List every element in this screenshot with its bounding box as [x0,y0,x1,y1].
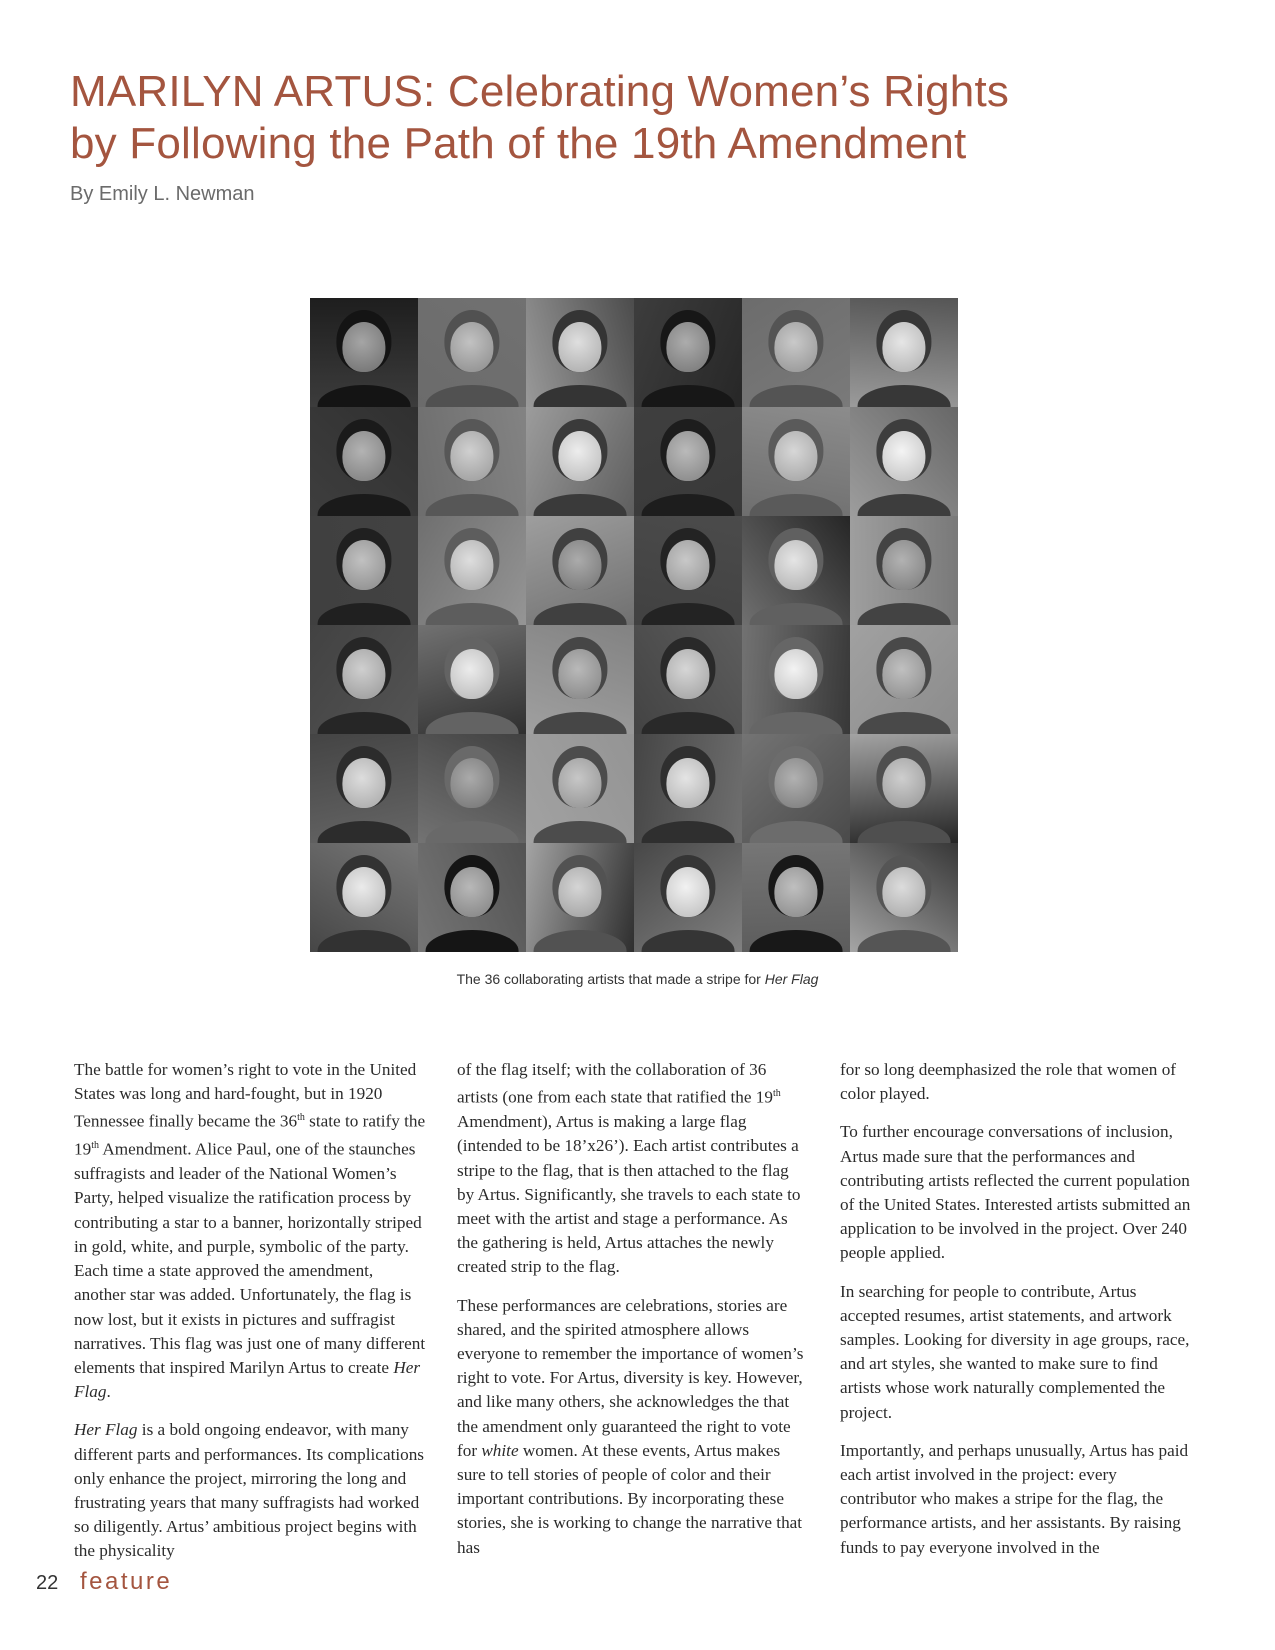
portrait-shoulders [426,494,519,516]
portrait-shoulders [426,930,519,952]
artist-portrait [526,298,634,407]
portrait-shoulders [858,603,951,625]
artist-portrait [418,516,526,625]
artist-portrait [310,625,418,734]
portrait-shoulders [642,821,735,843]
portrait-shoulders [426,821,519,843]
portrait-face [882,649,925,699]
figure-caption [0,971,1275,987]
artist-portrait [634,298,742,407]
portrait-shoulders [318,712,411,734]
artist-portrait [634,625,742,734]
portrait-face [558,758,601,808]
portrait-face [450,867,493,917]
portrait-face [450,540,493,590]
col1-paragraph-1: The battle for women’s right to vote in the United States was long and hard-fought, but in 1920 Tennessee finally became the 36th state to ratify the 19th Amendment. Alice Paul, one of the staunches suffragists and leader of the National Women’s Party, helped visualize the ratification process by contributing a star to a banner, horizontally striped in gold, white, and purple, symbolic of the party. Each time a state approved the amendment, another star was added. Unfortunately, the flag is now lost, but it exists in pictures and suffragist narratives. This flag was just one of many different elements that inspired Marilyn Artus to create Her Flag. [74,1060,426,1402]
portrait-shoulders [318,821,411,843]
portrait-shoulders [426,385,519,407]
portrait-face [882,540,925,590]
col3-paragraph-1: for so long deemphasized the role that women of color played. [840,1060,1177,1104]
text-column-2 [457,1058,809,1574]
artist-portrait [634,516,742,625]
artist-portrait [418,843,526,952]
portrait-shoulders [534,712,627,734]
col3-paragraph-4: Importantly, and perhaps unusually, Artus has paid each artist involved in the project: every contributor who makes a stripe for the flag, the performance artists, and her assistants. By raising funds to pay everyone involved in the [840,1440,1189,1557]
artist-portrait [526,516,634,625]
portrait-shoulders [750,385,843,407]
portrait-face [558,322,601,372]
portrait-face [666,431,709,481]
article-title-line2: by Following the Path of the 19th Amendment [70,119,967,168]
portrait-face [666,649,709,699]
portrait-shoulders [534,821,627,843]
portrait-face [666,540,709,590]
artist-portrait [634,407,742,516]
artist-portrait [418,734,526,843]
portrait-shoulders [534,494,627,516]
byline: By Emily L. Newman [70,183,255,205]
portrait-shoulders [642,494,735,516]
article-title-line1: MARILYN ARTUS: Celebrating Women’s Rights [70,67,1010,116]
artist-portrait [310,516,418,625]
artist-portrait [742,843,850,952]
artist-portrait [634,734,742,843]
artist-portrait [310,407,418,516]
portrait-face [774,322,817,372]
portrait-face [774,540,817,590]
artist-portrait [850,843,958,952]
portrait-shoulders [858,494,951,516]
portrait-shoulders [426,603,519,625]
portrait-face [342,431,385,481]
figure-caption-text: The 36 collaborating artists that made a stripe for [456,971,765,987]
portrait-face [882,431,925,481]
portrait-face [774,431,817,481]
figure-caption-italic: Her Flag [764,971,819,987]
text-column-1 [74,1058,426,1578]
artist-portrait [526,734,634,843]
portrait-face [558,540,601,590]
artist-portrait [850,625,958,734]
portrait-shoulders [750,712,843,734]
artist-portrait [850,734,958,843]
artist-portrait [850,298,958,407]
portrait-shoulders [642,712,735,734]
artist-portrait [742,734,850,843]
portrait-shoulders [750,494,843,516]
portrait-shoulders [858,821,951,843]
portrait-shoulders [426,712,519,734]
portrait-face [342,758,385,808]
portrait-shoulders [534,603,627,625]
artist-portrait [418,625,526,734]
artist-portrait [634,843,742,952]
col2-paragraph-2: These performances are celebrations, stories are shared, and the spirited atmosphere allows everyone to remember the importance of women’s right to vote. For Artus, diversity is key. However, and like many others, she acknowledges the that the amendment only guaranteed the right to vote for white women. At these events, Artus makes sure to tell stories of people of color and their important contributions. By incorporating these stories, she is working to change the narrative that has [457,1295,804,1557]
artist-portrait [850,407,958,516]
portrait-face [774,867,817,917]
artist-portrait [742,625,850,734]
portrait-face [342,867,385,917]
artist-portrait [742,298,850,407]
portrait-shoulders [318,930,411,952]
portrait-face [882,322,925,372]
text-column-3 [840,1058,1192,1574]
portrait-shoulders [318,603,411,625]
portrait-face [558,431,601,481]
portrait-shoulders [534,930,627,952]
artist-portrait [742,407,850,516]
portrait-shoulders [858,712,951,734]
portrait-shoulders [318,494,411,516]
page-number: 22 [36,1572,59,1594]
portrait-shoulders [534,385,627,407]
artist-portrait [310,298,418,407]
portrait-face [450,431,493,481]
artist-portrait [310,843,418,952]
artist-portrait [310,734,418,843]
portrait-shoulders [750,603,843,625]
col2-paragraph-1: of the flag itself; with the collaboration of 36 artists (one from each state that ratified the 19th Amendment), Artus is making a large flag (intended to be 18’x26’). Each artist contributes a stripe to the flag, that is then attached to the flag by Artus. Significantly, she travels to each state to meet with the artist and stage a performance. As the gathering is held, Artus attaches the newly created strip to the flag. [457,1060,801,1277]
artist-portrait-grid [310,298,958,952]
portrait-shoulders [642,603,735,625]
article-title [70,66,1070,170]
artist-portrait [526,625,634,734]
portrait-face [666,322,709,372]
portrait-shoulders [858,930,951,952]
artist-portrait [850,516,958,625]
portrait-face [558,649,601,699]
portrait-shoulders [642,385,735,407]
col1-paragraph-2: Her Flag is a bold ongoing endeavor, with many different parts and performances. Its complications only enhance the project, mirroring the long and frustrating years that many suffragists had worked so diligently. Artus’ ambitious project begins with the physicality [74,1420,424,1561]
col3-paragraph-2: To further encourage conversations of inclusion, Artus made sure that the performances and contributing artists reflected the current population of the United States. Interested artists submitted an application to be involved in the project. Over 240 people applied. [840,1122,1191,1263]
portrait-shoulders [750,930,843,952]
portrait-face [450,322,493,372]
portrait-face [342,322,385,372]
artist-portrait [418,407,526,516]
section-label: feature [80,1568,173,1595]
portrait-shoulders [858,385,951,407]
artist-portrait [526,843,634,952]
col3-paragraph-3: In searching for people to contribute, Artus accepted resumes, artist statements, and artwork samples. Looking for diversity in age groups, race, and art styles, she wanted to make sure to find artists whose work naturally complemented the project. [840,1281,1190,1422]
portrait-face [342,540,385,590]
portrait-shoulders [318,385,411,407]
artist-portrait [526,407,634,516]
portrait-face [342,649,385,699]
portrait-face [882,867,925,917]
portrait-face [882,758,925,808]
portrait-face [666,867,709,917]
portrait-face [666,758,709,808]
portrait-face [450,758,493,808]
artist-portrait [742,516,850,625]
portrait-shoulders [642,930,735,952]
portrait-face [558,867,601,917]
portrait-face [774,649,817,699]
portrait-face [450,649,493,699]
artist-portrait [418,298,526,407]
portrait-face [774,758,817,808]
portrait-shoulders [750,821,843,843]
